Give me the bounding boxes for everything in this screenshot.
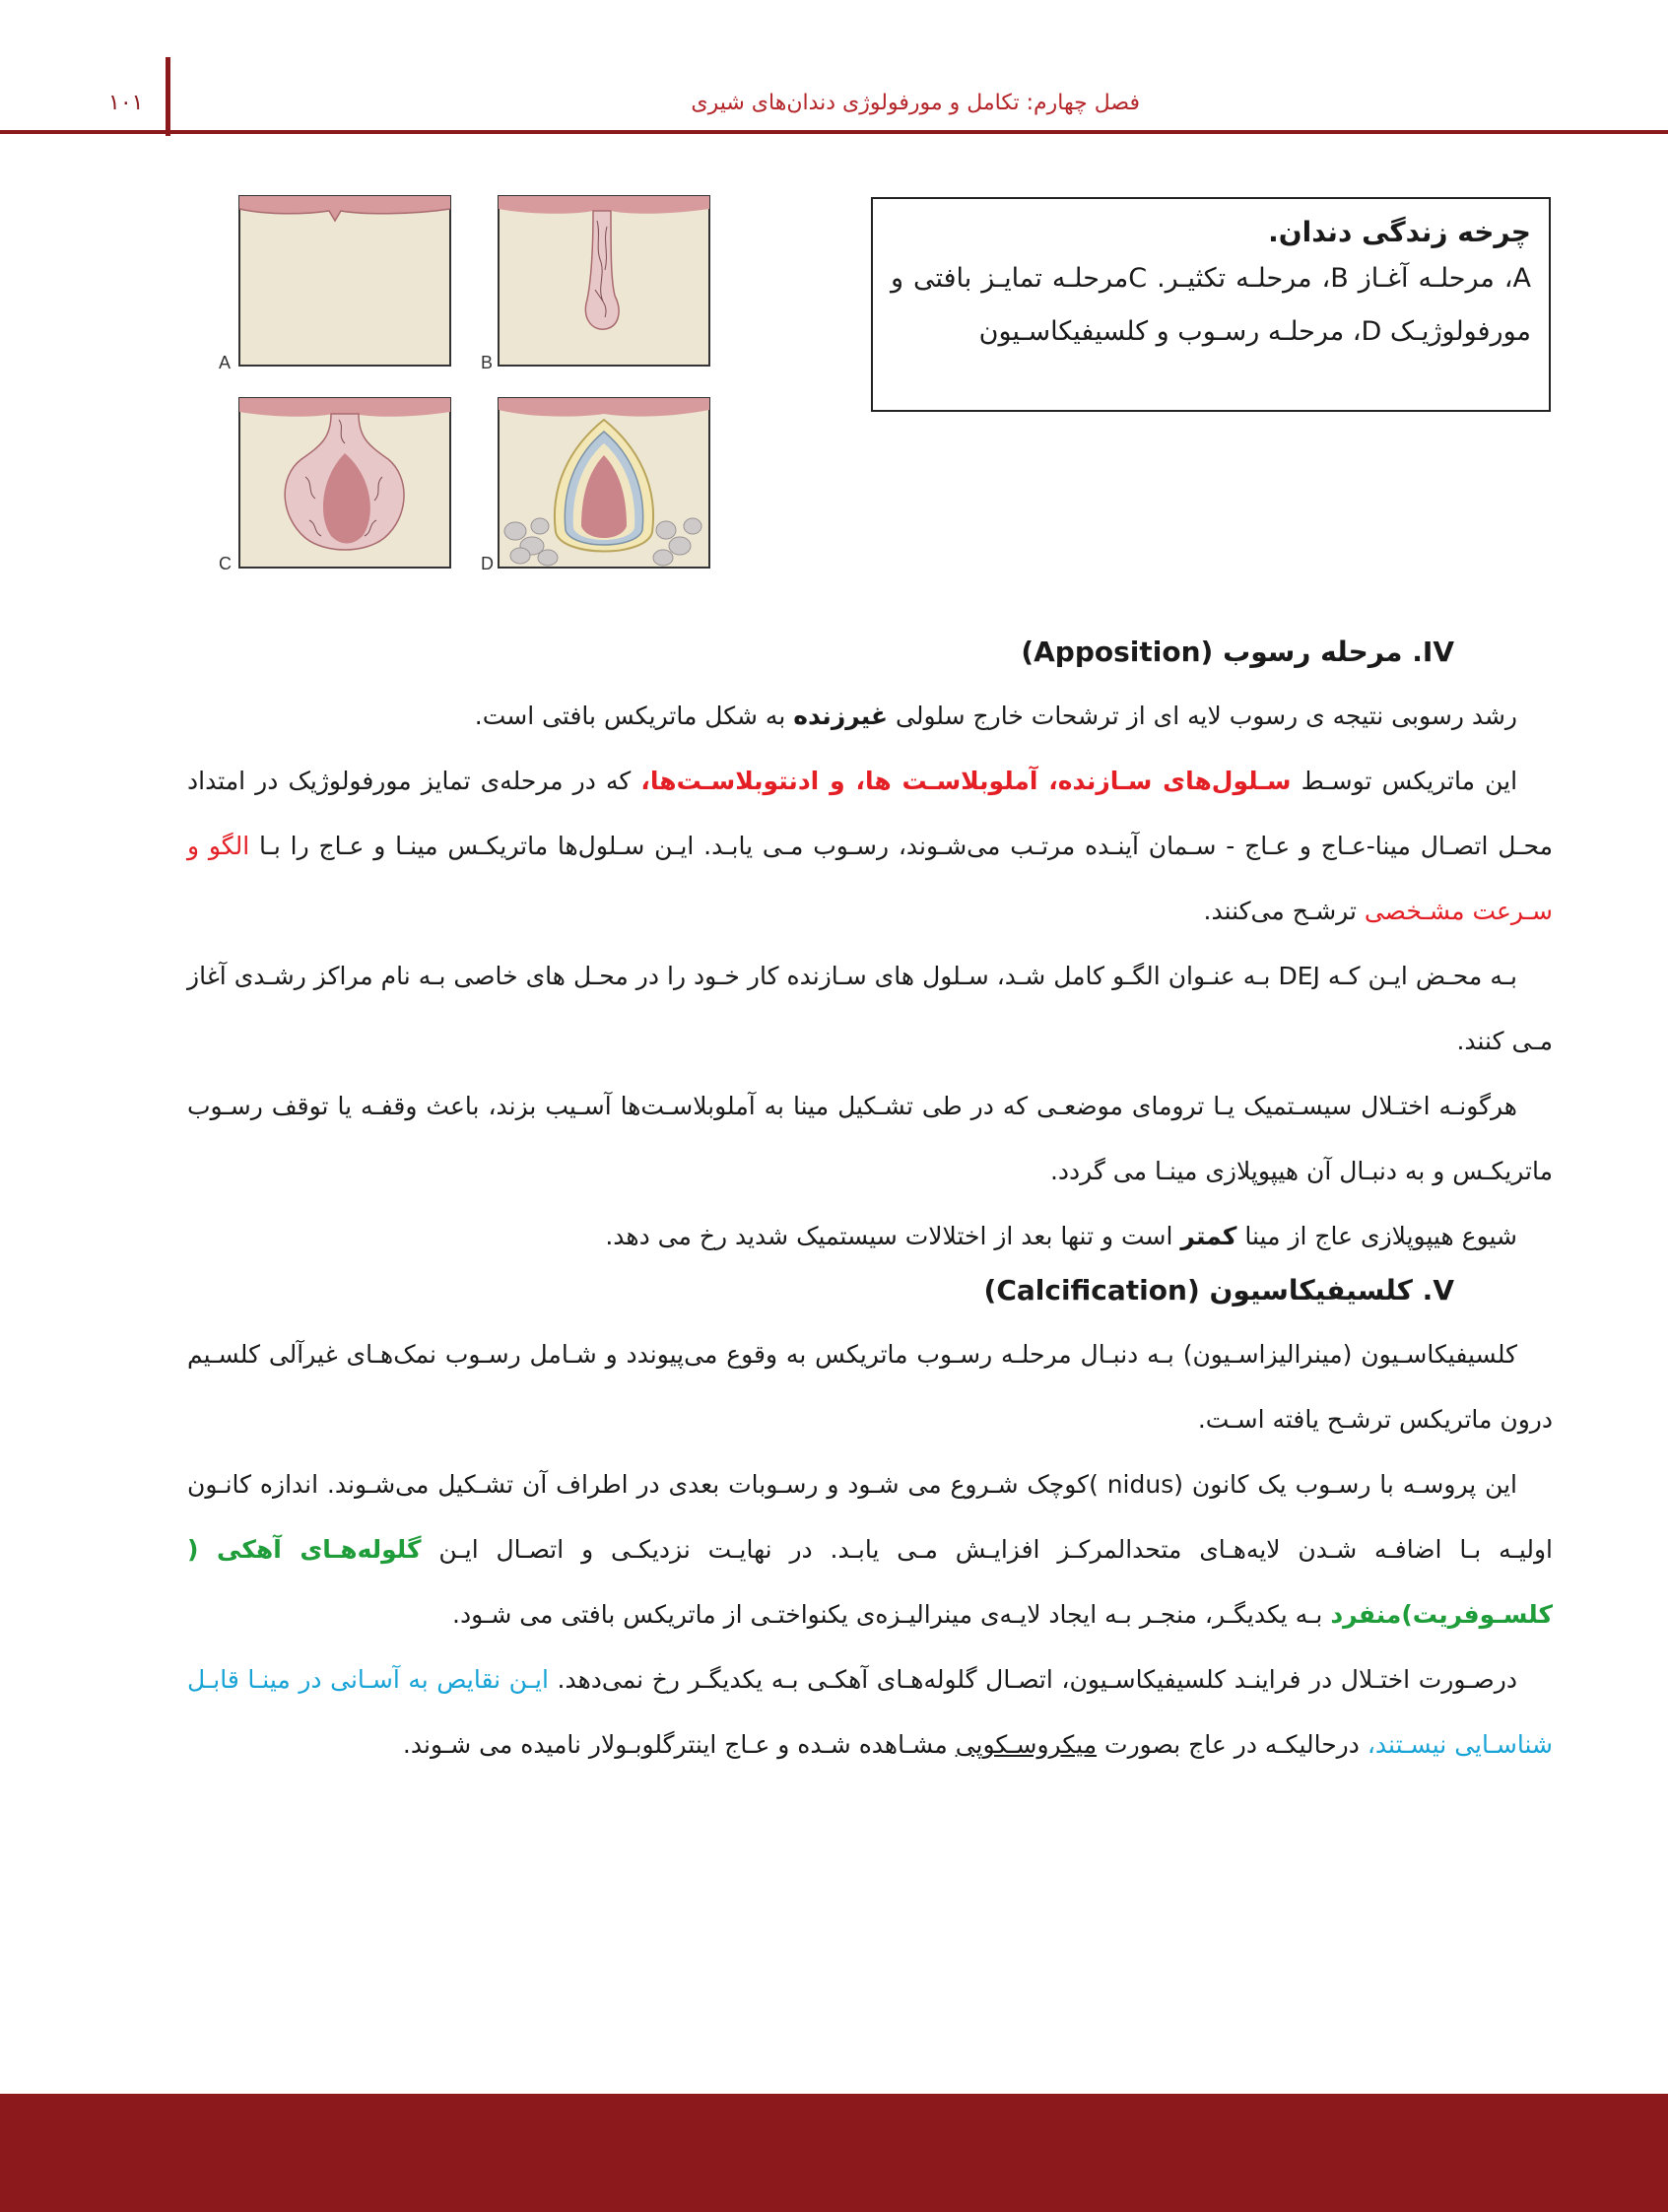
panel-c [239,398,450,568]
paragraph [187,1452,1553,1647]
figure-caption [871,197,1551,412]
chapter-title: فصل چهارم: تکامل و مورفولوژی دندان‌های شیری [691,91,1140,115]
main-content [187,631,1553,1777]
paragraph [187,749,1553,944]
highlight-red: سـلول‌های سـازنده، آملوبلاسـت ها، و ادنتوبلاسـت‌ها، [640,767,1292,795]
page-number: ۱۰۱ [108,91,144,115]
header-rule [0,130,1668,134]
paragraph: بـه محـض ایـن کـه DEJ بـه عنـوان الگـو کامل شـد، سـلول های سـازنده کار خـود را در محـل های خاصی بـه نام مراکز رشـدی آغاز مـی کنند. [187,962,1553,1055]
text-run: به شکل ماتریکس بافتی است. [474,702,794,730]
paragraph [187,1204,1553,1269]
panel-label-b: B [481,353,494,372]
paragraph: کلسیفیکاسـیون (مینرالیزاسـیون) بـه دنبـال مرحلـه رسـوب ماتریکس به وقوع می‌پیوندد و شـامل رسـوب نمک‌هـای غیرآلی کلسـیم درون ماتریکس ترشـح یافته اسـت. [187,1340,1553,1434]
header-divider [166,57,170,136]
text-run: درصـورت اختـلال در فراینـد کلسیفیکاسـیون، اتصـال گلوله‌هـای آهکـی بـه یکدیگـر رخ نمی‌دهد. [548,1665,1517,1694]
section-heading-apposition: IV. مرحله رسوب (Apposition) [1021,636,1454,668]
text-run: بـه یکدیگـر، منجـر بـه ایجاد لایـه‌ی مینرالیـزه‌ی یکنواختـی از ماتریکس بافتی می شـود. [452,1600,1331,1629]
paragraph [187,684,1553,749]
page-footer-band [0,2094,1668,2212]
text-run: درحالیکـه در عاج بصورت [1097,1730,1368,1759]
paragraph: هرگونـه اختـلال سیسـتمیک یـا ترومای موضعـی که در طی تشـکیل مینا به آملوبلاسـت‌ها آسـیب بزند، باعث وقفـه یا توقف رسـوب ماتریکـس و به دنبـال آن هیپوپلازی مینـا می گردد. [187,1092,1553,1185]
text-run: است و تنها بعد از اختلالات سیستمیک شدید رخ می دهد. [605,1222,1181,1250]
highlight-cyan: ایـن نقایص به آسـانی در مینـا قابـل شناسـایی نیسـتند، [187,1665,1553,1759]
paragraph [187,1647,1553,1777]
panel-label-d: D [481,554,494,573]
bold-term: غیرزنده [793,702,889,730]
text-run: مشـاهده شـده و عـاج اینترگلوبـولار نامیده می شـوند. [402,1730,956,1759]
page-header [0,0,1668,138]
caption-body: A، مرحلـه آغـاز B، مرحلـه تکثیـر. Cمرحلـه تمایـز بافتی و مورفولوژیـک D، مرحلـه رسـوب و کلسیفیکاسـیون [891,263,1531,347]
panel-label-a: A [219,353,232,372]
panel-label-c: C [219,554,232,573]
highlight-green: گلوله‌هـای آهکی ( کلسـوفریت)منفرد [187,1535,1553,1629]
underlined-term: میکروسـکوپی [955,1730,1098,1759]
text-run: این ماتریکس توسـط [1291,767,1518,795]
text-run: ترشـح می‌کنند. [1203,897,1365,925]
text-run: رشد رسوبی نتیجه ی رسوب لایه ای از ترشحات خارج سلولی [888,702,1517,730]
caption-title: چرخه زندگی دندان. [1268,216,1531,248]
text-run: این پروسـه با رسـوب یک کانون (nidus )کوچک شـروع می شـود و رسـوبات بعدی در اطراف آن تشـکیل می‌شـوند. اندازه کانـون اولیـه بـا اضافـه شـدن لایه‌هـای متحدالمرکـز افزایـش مـی یابـد. در نهایـت نزدیکـی و اتصـال ایـن [187,1470,1554,1564]
tooth-lifecycle-figure [215,191,737,585]
panel-d [499,398,709,568]
panel-b [499,196,709,366]
text-run: که در مرحله‌ی تمایز مورفولوژیک در امتداد محـل اتصـال مینا-عـاج و عـاج - سـمان آینـده مرتـب می‌شـوند، رسـوب مـی یابـد. ایـن سـلول‌ها ماتریکـس مینـا و عـاج را بـا [187,767,1553,860]
section-heading-calcification: V. کلسیفیکاسیون (Calcification) [983,1274,1454,1307]
text-run: شیوع هیپوپلازی عاج از مینا [1236,1222,1517,1250]
bold-term: کمتر [1180,1222,1237,1250]
highlight-red: الگو و سـرعت مشـخصی [187,832,1553,925]
panel-a [239,196,450,366]
